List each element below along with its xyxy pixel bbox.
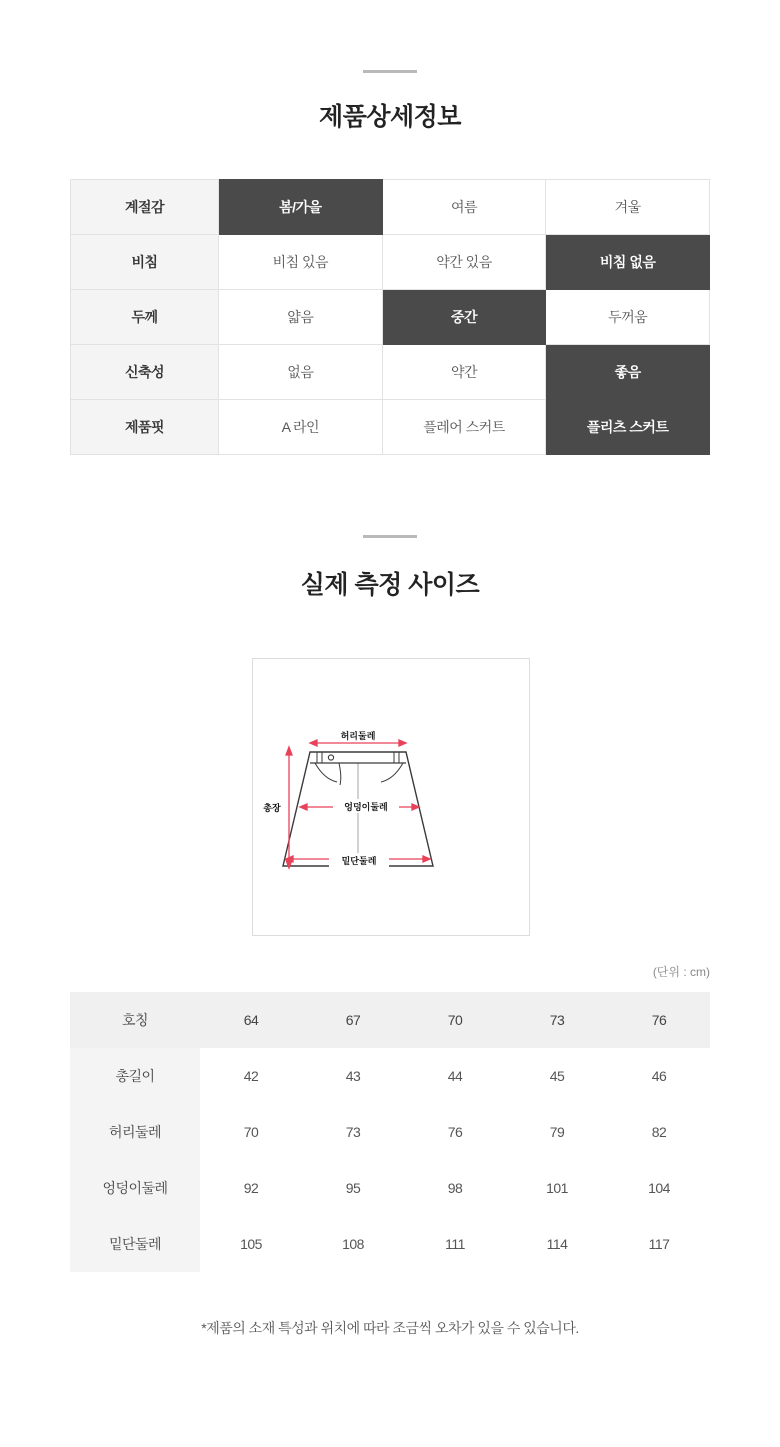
table-row <box>71 345 710 400</box>
svg-text:총장: 총장 <box>263 803 281 813</box>
size-cell: 44 <box>404 1048 506 1104</box>
size-cell: 73 <box>302 1104 404 1160</box>
size-row-label: 밑단둘레 <box>70 1216 200 1272</box>
unit-note: (단위 : cm) <box>652 965 710 979</box>
detail-section-divider <box>0 70 780 73</box>
table-row <box>70 1048 710 1104</box>
detail-option-cell[interactable]: A 라인 <box>219 400 383 455</box>
detail-option-cell[interactable]: 봄/가을 <box>219 180 383 235</box>
divider-bar <box>363 70 417 73</box>
size-col-header: 64 <box>200 992 302 1048</box>
size-col-header: 호칭 <box>70 992 200 1048</box>
table-header-row <box>70 992 710 1048</box>
table-row <box>70 1104 710 1160</box>
size-cell: 104 <box>608 1160 710 1216</box>
size-cell: 114 <box>506 1216 608 1272</box>
size-cell: 42 <box>200 1048 302 1104</box>
detail-option-cell[interactable]: 플리츠 스커트 <box>546 400 710 455</box>
divider-bar <box>363 535 417 538</box>
skirt-measurement-illustration <box>253 659 527 933</box>
detail-option-cell[interactable]: 얇음 <box>219 290 383 345</box>
detail-option-cell[interactable]: 비침 있음 <box>219 235 383 290</box>
table-row <box>71 400 710 455</box>
table-row <box>71 290 710 345</box>
size-row-label: 총길이 <box>70 1048 200 1104</box>
size-cell: 76 <box>404 1104 506 1160</box>
detail-info-table <box>70 179 710 455</box>
size-cell: 92 <box>200 1160 302 1216</box>
detail-option-cell[interactable]: 좋음 <box>546 345 710 400</box>
size-cell: 46 <box>608 1048 710 1104</box>
svg-text:밑단둘레: 밑단둘레 <box>341 856 377 866</box>
size-measurement-table <box>70 992 710 1272</box>
size-col-header: 67 <box>302 992 404 1048</box>
size-cell: 70 <box>200 1104 302 1160</box>
size-cell: 111 <box>404 1216 506 1272</box>
size-footnote: *제품의 소재 특성과 위치에 따라 조금씩 오차가 있을 수 있습니다. <box>201 1320 579 1336</box>
size-cell: 101 <box>506 1160 608 1216</box>
size-row-label: 허리둘레 <box>70 1104 200 1160</box>
table-row <box>70 1160 710 1216</box>
size-col-header: 73 <box>506 992 608 1048</box>
size-section-title: 실제 측정 사이즈 <box>300 571 480 599</box>
measurement-diagram <box>252 658 530 936</box>
size-cell: 98 <box>404 1160 506 1216</box>
detail-section-title: 제품상세정보 <box>319 103 461 131</box>
detail-option-cell[interactable]: 두꺼움 <box>546 290 710 345</box>
size-col-header: 70 <box>404 992 506 1048</box>
size-row-label: 엉덩이둘레 <box>70 1160 200 1216</box>
detail-row-label: 제품핏 <box>71 400 219 455</box>
detail-option-cell[interactable]: 겨울 <box>546 180 710 235</box>
size-cell: 79 <box>506 1104 608 1160</box>
size-cell: 108 <box>302 1216 404 1272</box>
detail-row-label: 비침 <box>71 235 219 290</box>
size-section-divider <box>0 535 780 538</box>
size-cell: 95 <box>302 1160 404 1216</box>
detail-option-cell[interactable]: 없음 <box>219 345 383 400</box>
table-row <box>71 235 710 290</box>
table-row <box>70 1216 710 1272</box>
detail-option-cell[interactable]: 플레어 스커트 <box>382 400 546 455</box>
svg-text:엉덩이둘레: 엉덩이둘레 <box>344 802 388 812</box>
size-col-header: 76 <box>608 992 710 1048</box>
size-cell: 105 <box>200 1216 302 1272</box>
detail-option-cell[interactable]: 비침 없음 <box>546 235 710 290</box>
detail-option-cell[interactable]: 여름 <box>382 180 546 235</box>
table-row <box>71 180 710 235</box>
detail-row-label: 두께 <box>71 290 219 345</box>
detail-row-label: 계절감 <box>71 180 219 235</box>
size-cell: 82 <box>608 1104 710 1160</box>
detail-option-cell[interactable]: 중간 <box>382 290 546 345</box>
size-cell: 117 <box>608 1216 710 1272</box>
svg-text:허리둘레: 허리둘레 <box>340 731 376 741</box>
detail-option-cell[interactable]: 약간 있음 <box>382 235 546 290</box>
detail-row-label: 신축성 <box>71 345 219 400</box>
size-cell: 45 <box>506 1048 608 1104</box>
size-cell: 43 <box>302 1048 404 1104</box>
detail-option-cell[interactable]: 약간 <box>382 345 546 400</box>
